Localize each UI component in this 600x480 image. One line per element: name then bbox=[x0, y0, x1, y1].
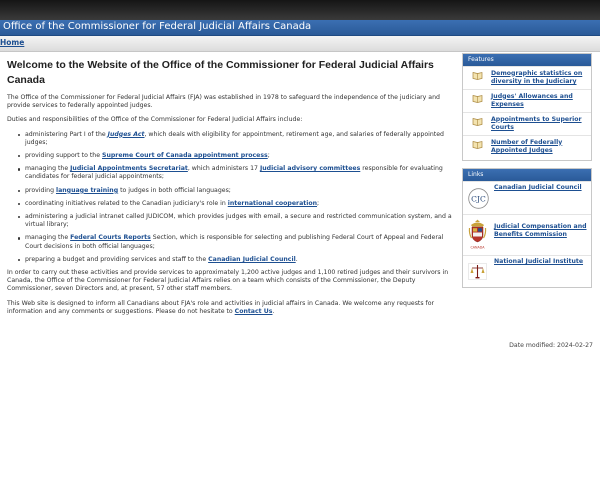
book-icon bbox=[472, 94, 483, 103]
feature-label[interactable]: Demographic statistics on diversity in the Judiciary bbox=[491, 69, 583, 85]
features-heading: Features bbox=[463, 54, 591, 66]
list-item: managing the Federal Courts Reports Section, which is responsible for selecting and publishing Federal Court of Appeal and Federal Court decisions in both official languages; bbox=[7, 234, 453, 250]
feature-item-number-of-judges[interactable] bbox=[463, 135, 591, 158]
contact-us-link[interactable]: Contact Us bbox=[234, 307, 273, 315]
scc-appointment-process-link[interactable]: Supreme Court of Canada appointment process bbox=[102, 152, 268, 160]
list-item: providing support to the Supreme Court of Canada appointment process; bbox=[7, 152, 453, 160]
book-icon bbox=[472, 71, 483, 80]
judicial-advisory-committees-link[interactable]: Judicial advisory committees bbox=[259, 165, 361, 173]
list-item: providing language training to judges in both official languages; bbox=[7, 187, 453, 195]
date-modified: Date modified: 2024-02-27 bbox=[509, 342, 593, 349]
site-title: Office of the Commissioner for Federal Judicial Affairs Canada bbox=[3, 21, 312, 32]
breadcrumb-bar bbox=[0, 36, 600, 52]
list-item: coordinating initiatives related to the Canadian judiciary's role in international cooperation; bbox=[7, 200, 453, 208]
feature-label[interactable]: Judges' Allowances and Expenses bbox=[491, 92, 573, 108]
language-training-link[interactable]: language training bbox=[55, 186, 119, 194]
links-panel bbox=[462, 168, 592, 288]
feature-item-diversity[interactable] bbox=[463, 66, 591, 89]
closing-paragraph: This Web site is designed to inform all Canadians about FJA's role and activities in judicial affairs in Canada. We welcome any requests for information and any comments or suggestions. Please do not hesitate to Contact Us. bbox=[7, 299, 435, 315]
book-icon bbox=[472, 140, 483, 149]
cjc-logo-icon bbox=[468, 188, 489, 209]
svg-text:CANADA: CANADA bbox=[470, 245, 485, 250]
intro-paragraph: The Office of the Commissioner for Federal Judicial Affairs (FJA) was established in 1978 to safeguard the independence of the judiciary and provide services to federally appointed judges. bbox=[7, 94, 440, 110]
judges-act-link[interactable]: Judges Act bbox=[107, 130, 145, 138]
nji-logo-icon bbox=[468, 263, 487, 280]
federal-courts-reports-link[interactable]: Federal Courts Reports bbox=[70, 234, 151, 242]
link-item-jcbc[interactable] bbox=[463, 214, 591, 255]
svg-text:CJC: CJC bbox=[471, 194, 486, 204]
feature-label[interactable]: Appointments to Superior Courts bbox=[491, 115, 582, 131]
canadian-judicial-council-link[interactable]: Canadian Judicial Council bbox=[208, 255, 296, 263]
links-heading: Links bbox=[463, 169, 591, 181]
feature-label[interactable]: Number of Federally Appointed Judges bbox=[491, 138, 563, 154]
link-item-nji[interactable] bbox=[463, 255, 591, 288]
coat-of-arms-logo-icon bbox=[468, 219, 487, 250]
judicial-appointments-secretariat-link[interactable]: Judicial Appointments Secretariat bbox=[70, 165, 188, 173]
duties-list bbox=[7, 131, 453, 264]
international-cooperation-link[interactable]: international cooperation bbox=[227, 199, 317, 207]
list-item: preparing a budget and providing services and staff to the Canadian Judicial Council. bbox=[7, 256, 453, 264]
book-icon bbox=[472, 117, 483, 126]
feature-item-allowances[interactable] bbox=[463, 89, 591, 112]
list-item: administering a judicial intranet called JUDICOM, which provides judges with email, a secure and restricted communication system, and a virtual library; bbox=[7, 213, 453, 229]
duties-intro: Duties and responsibilities of the Office of the Commissioner for Federal Judicial Affairs include: bbox=[7, 116, 303, 124]
main-content bbox=[7, 58, 453, 322]
site-title-bar bbox=[0, 20, 600, 36]
link-item-cjc[interactable] bbox=[463, 181, 591, 214]
list-item: managing the Judicial Appointments Secretariat, which administers 17 Judicial advisory committees responsible for evaluating candidates for federal judicial appointments; bbox=[7, 165, 453, 181]
link-label[interactable]: Judicial Compensation and Benefits Commission bbox=[494, 223, 587, 239]
browser-top-bar bbox=[0, 0, 600, 20]
list-item: administering Part I of the Judges Act, which deals with eligibility for appointment, retirement age, and salaries of federally appointed judges; bbox=[7, 131, 453, 147]
home-link[interactable]: Home bbox=[0, 38, 25, 47]
feature-item-appointments[interactable] bbox=[463, 112, 591, 135]
features-panel bbox=[462, 53, 592, 161]
staff-paragraph: In order to carry out these activities and provide services to approximately 1,200 active judges and 1,100 retired judges and their survivors in Canada, the Office of the Commissioner for Federal Judicial Affairs relies on a team which consists of the Commissioner, the Deputy Commissioner, seven Directors and, at present, 57 other staff members. bbox=[7, 269, 449, 293]
link-label[interactable]: National Judicial Institute bbox=[494, 258, 584, 265]
link-label[interactable]: Canadian Judicial Council bbox=[494, 184, 582, 191]
page-title: Welcome to the Website of the Office of the Commissioner for Federal Judicial Affairs Canada bbox=[7, 59, 434, 86]
